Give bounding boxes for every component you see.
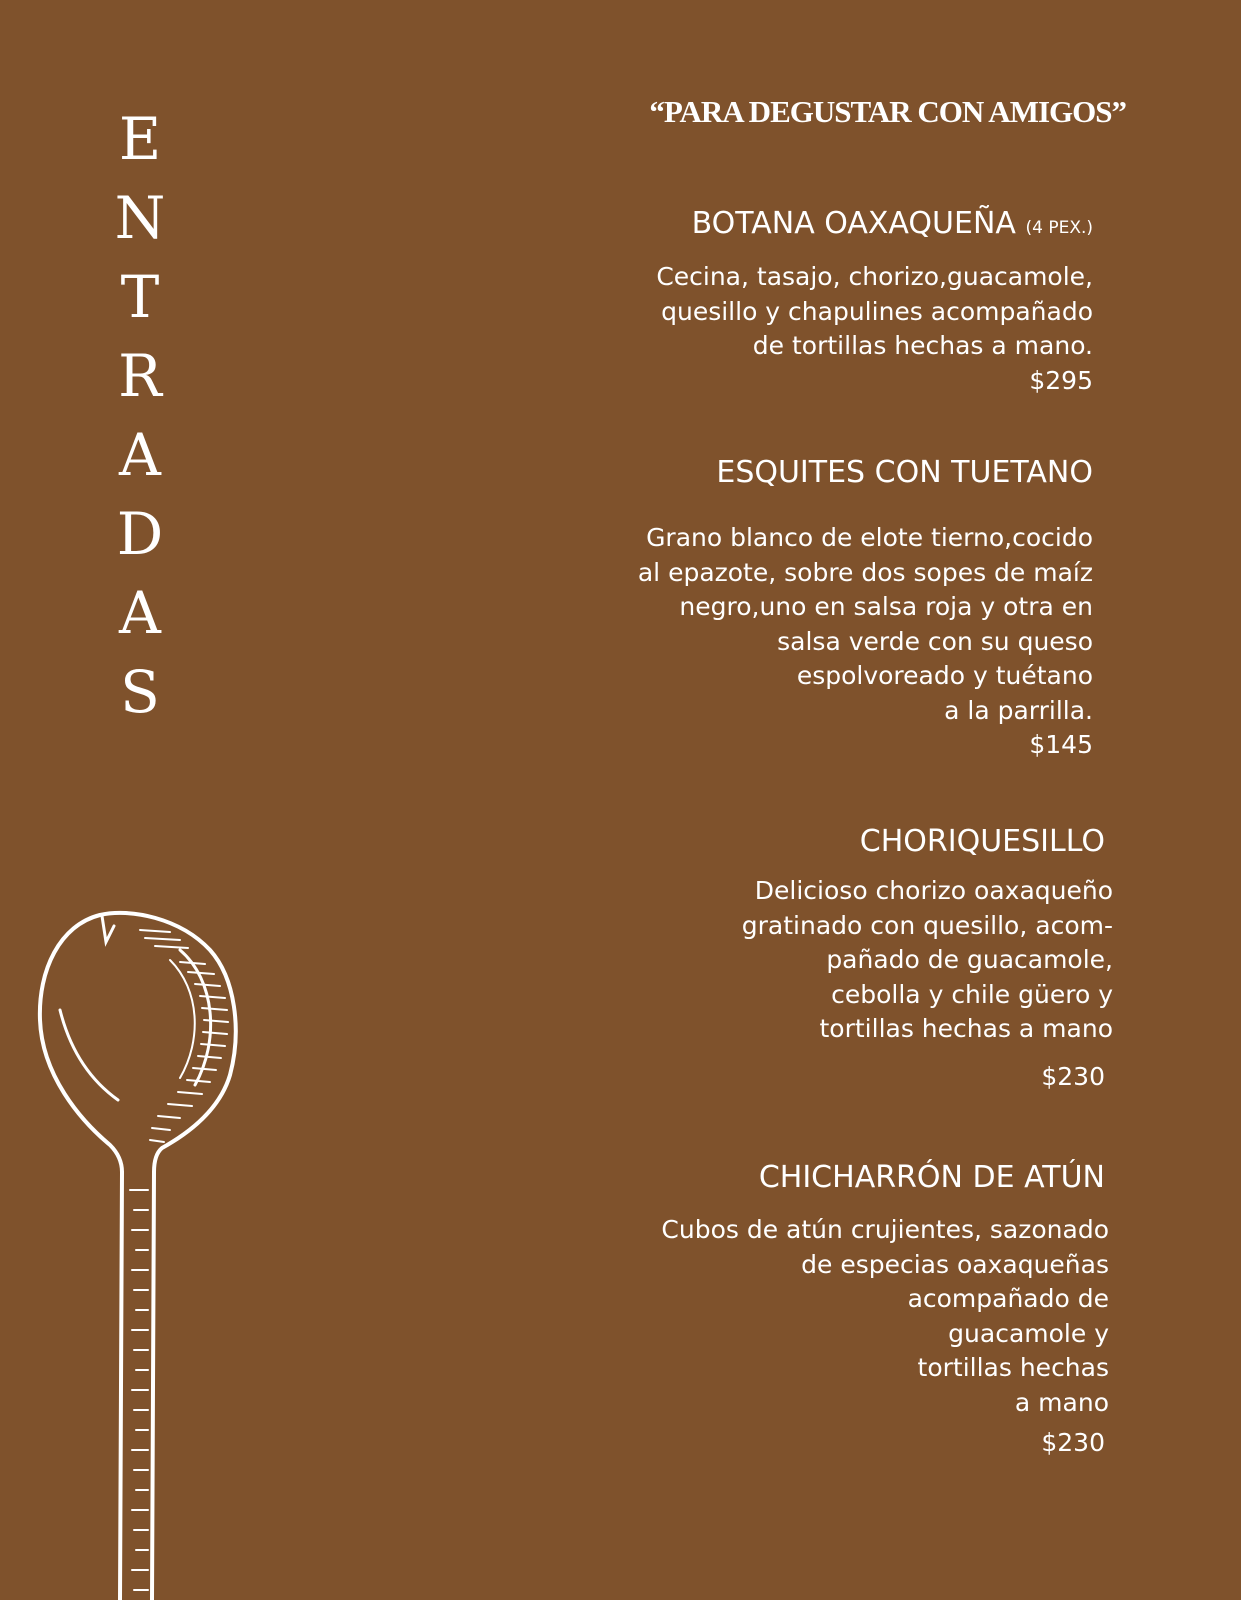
item-name <box>692 206 1093 246</box>
item-name-text: CHICHARRÓN DE ATÚN <box>758 1160 1105 1195</box>
item-price: $230 <box>1041 1428 1105 1457</box>
section-title: ENTRADAS <box>114 105 166 726</box>
item-price: $295 <box>1029 365 1093 395</box>
description-line: acompañado de <box>907 1284 1109 1313</box>
item-name-text: CHORIQUESILLO <box>859 824 1105 859</box>
description-line: al epazote, sobre dos sopes de maíz <box>637 557 1093 587</box>
description-line: tortillas hechas a mano <box>819 1014 1113 1043</box>
menu-item <box>716 455 1093 491</box>
item-price: $230 <box>1041 1062 1105 1091</box>
description-line: a mano <box>1014 1387 1109 1417</box>
description-line: Grano blanco de elote tierno,cocido <box>646 523 1093 552</box>
item-price: $145 <box>1029 730 1093 759</box>
item-description <box>638 521 1093 762</box>
description-line: tortillas hechas <box>917 1353 1109 1382</box>
item-name-text: ESQUITES CON TUETANO <box>716 455 1093 490</box>
menu-item <box>692 206 1093 246</box>
item-name-text: BOTANA OAXAQUEÑA <box>691 206 1016 241</box>
description-line: guacamole y <box>948 1318 1109 1348</box>
description-line: de tortillas hechas a mano. <box>752 331 1093 360</box>
description-line: salsa verde con su queso <box>777 626 1093 656</box>
description-line: gratinado con quesillo, acom- <box>741 910 1113 940</box>
menu-item <box>759 1160 1105 1196</box>
description-line: espolvoreado y tuétano <box>796 661 1093 690</box>
description-line: pañado de guacamole, <box>826 945 1113 974</box>
description-line: negro,uno en salsa roja y otra en <box>679 592 1093 621</box>
description-line: Cubos de atún crujientes, sazonado <box>661 1215 1109 1244</box>
description-line: quesillo y chapulines acompañado <box>661 296 1093 326</box>
description-line: a la parrilla. <box>944 695 1093 725</box>
item-description <box>656 260 1093 398</box>
description-line: de especias oaxaqueñas <box>801 1249 1109 1279</box>
item-description <box>661 1213 1109 1420</box>
item-note: (4 PEX.) <box>1025 218 1093 238</box>
menu-item <box>860 824 1105 860</box>
wooden-spoon-icon <box>30 910 250 1600</box>
item-name <box>716 455 1093 491</box>
item-description <box>742 874 1113 1047</box>
tagline: “PARA DEGUSTAR CON AMIGOS” <box>649 94 1126 129</box>
item-name <box>759 1160 1105 1196</box>
description-line: cebolla y chile güero y <box>831 979 1113 1009</box>
description-line: Cecina, tasajo, chorizo,guacamole, <box>656 262 1093 291</box>
item-name <box>860 824 1105 860</box>
description-line: Delicioso chorizo oaxaqueño <box>754 876 1113 905</box>
